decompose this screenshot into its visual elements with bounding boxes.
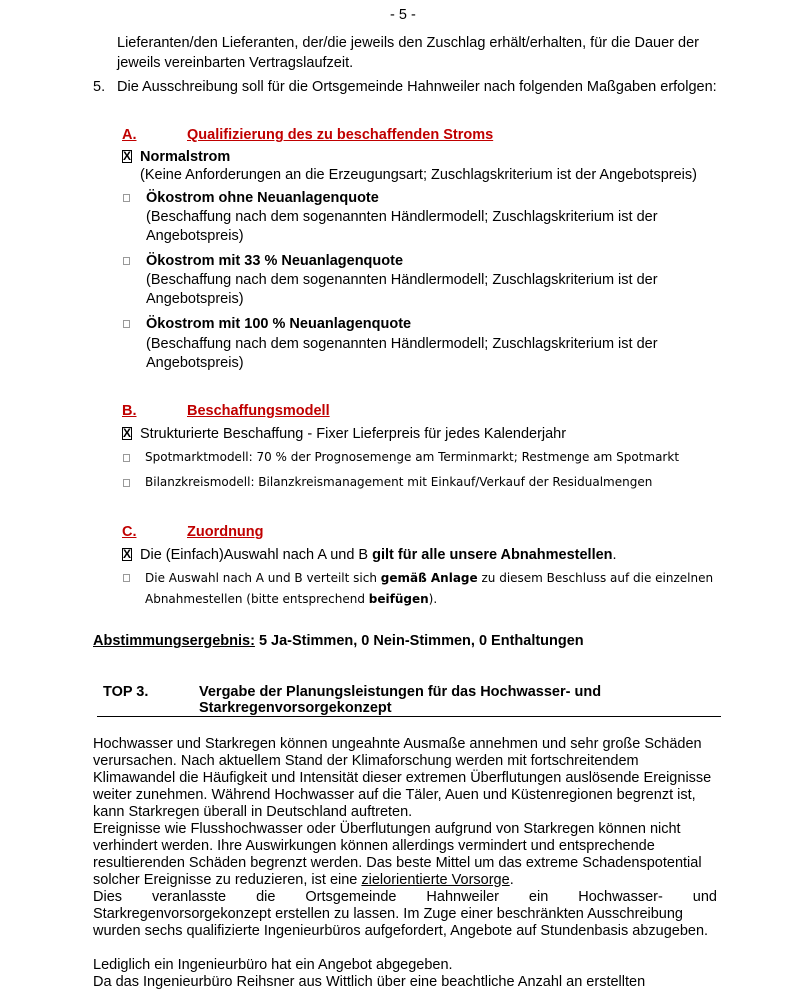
checkbox-einfachauswahl[interactable] xyxy=(122,548,132,561)
option-c2-line-2 xyxy=(145,592,437,607)
intro-line-2: jeweils vereinbarten Vertragslaufzeit. xyxy=(117,55,354,71)
body-line-6: Ereignisse wie Flusshochwasser oder Überflutungen aufgrund von Starkregen können nicht xyxy=(93,821,681,837)
checkbox-oekostrom-33[interactable] xyxy=(123,257,130,265)
checkbox-oekostrom-100[interactable] xyxy=(123,320,130,328)
option-a1-desc: (Keine Anforderungen an die Erzeugungsart; Zuschlagskriterium ist der Angebotspreis) xyxy=(140,167,697,183)
option-c1-bold: gilt für alle unsere Abnahmestellen xyxy=(372,547,613,563)
body-line-13: Lediglich ein Ingenieurbüro hat ein Angebot abgegeben. xyxy=(93,957,453,973)
top3-title-1: Vergabe der Planungsleistungen für das Hochwasser- und xyxy=(199,684,602,700)
word-4: Ortsgemeinde xyxy=(305,889,397,905)
word-1: Dies xyxy=(93,889,123,905)
option-a2-title: Ökostrom ohne Neuanlagenquote xyxy=(146,190,379,206)
body-line-2: verursachen. Nach aktuellem Stand der Klimaforschung werden mit fortschreitendem xyxy=(93,753,639,769)
section-b-letter: B. xyxy=(122,403,137,419)
body-line-3: Klimawandel die Häufigkeit und Intensität dieser extremen Überflutungen auslösende Ereignisse xyxy=(93,770,712,786)
option-c2-bold: gemäß Anlage xyxy=(380,571,478,585)
checkbox-strukturierte[interactable] xyxy=(122,427,132,440)
option-c2-pre: Die Auswahl nach A und B verteilt sich xyxy=(145,571,381,585)
top3-number: TOP 3. xyxy=(103,684,149,700)
page-number: - 5 - xyxy=(390,7,416,23)
option-b3-text: Bilanzkreismodell: Bilanzkreismanagement mit Einkauf/Verkauf der Residualmengen xyxy=(145,475,653,489)
body-line-11: Starkregenvorsorgekonzept erstellen zu lassen. Im Zuge einer beschränkten Ausschreibung xyxy=(93,906,683,922)
body-line-9 xyxy=(93,872,514,889)
vote-result xyxy=(93,633,584,650)
body-line-9-post: . xyxy=(509,872,514,888)
body-line-7: verhindert werden. Ihre Auswirkungen können allerdings vermindert und entsprechende xyxy=(93,838,655,854)
vote-text: 5 Ja-Stimmen, 0 Nein-Stimmen, 0 Enthaltungen xyxy=(254,633,584,649)
body-line-10 xyxy=(93,889,717,906)
option-a1-title: Normalstrom xyxy=(140,149,231,165)
body-line-4: weiter zunehmen. Während Hochwasser auf die Täler, Auen und Küstenregionen begrenzt ist, xyxy=(93,787,696,803)
body-line-12: wurden sechs qualifizierte Ingenieurbüros aufgefordert, Angebote auf Stundenbasis abzugeben. xyxy=(93,923,709,939)
section-c-title: Zuordnung xyxy=(187,524,264,540)
section-b-title: Beschaffungsmodell xyxy=(187,403,330,419)
option-c2-line2-post: ). xyxy=(428,592,438,606)
option-a4-title: Ökostrom mit 100 % Neuanlagenquote xyxy=(146,316,412,332)
word-2: veranlasste xyxy=(151,889,227,905)
word-8: und xyxy=(692,889,717,905)
option-b2-text: Spotmarktmodell: 70 % der Prognosemenge am Terminmarkt; Restmenge am Spotmarkt xyxy=(145,450,680,464)
section-c-letter: C. xyxy=(122,524,137,540)
option-a3-desc-1: (Beschaffung nach dem sogenannten Händlermodell; Zuschlagskriterium ist der xyxy=(146,272,658,288)
top3-title-2: Starkregenvorsorgekonzept xyxy=(199,700,392,716)
body-line-5: kann Starkregen überall in Deutschland auftreten. xyxy=(93,804,413,820)
word-6: ein xyxy=(528,889,549,905)
body-line-9-pre: solcher Ereignisse zu reduzieren, ist eine xyxy=(93,872,362,888)
option-a4-desc-2: Angebotspreis) xyxy=(146,355,244,371)
option-a4-desc-1: (Beschaffung nach dem sogenannten Händlermodell; Zuschlagskriterium ist der xyxy=(146,336,658,352)
checkbox-bilanzkreis[interactable] xyxy=(123,479,130,487)
body-line-9-underlined: zielorientierte Vorsorge xyxy=(361,872,510,888)
body-line-14: Da das Ingenieurbüro Reihsner aus Wittlich über eine beachtliche Anzahl an erstellten xyxy=(93,974,646,990)
option-a2-desc-2: Angebotspreis) xyxy=(146,228,244,244)
item-5-text: Die Ausschreibung soll für die Ortsgemeinde Hahnweiler nach folgenden Maßgaben erfolgen: xyxy=(117,79,717,95)
checkbox-normalstrom[interactable] xyxy=(122,150,132,163)
option-b1-text: Strukturierte Beschaffung - Fixer Lieferpreis für jedes Kalenderjahr xyxy=(140,426,567,442)
top3-underline xyxy=(97,716,721,717)
section-a-title: Qualifizierung des zu beschaffenden Stroms xyxy=(187,127,494,143)
word-3: die xyxy=(256,889,276,905)
option-c1-text xyxy=(140,547,617,564)
section-a-letter: A. xyxy=(122,127,137,143)
word-5: Hahnweiler xyxy=(426,889,499,905)
checkbox-anlage[interactable] xyxy=(123,574,130,582)
option-a2-desc-1: (Beschaffung nach dem sogenannten Händlermodell; Zuschlagskriterium ist der xyxy=(146,209,658,225)
checkbox-oekostrom-ohne[interactable] xyxy=(123,194,130,202)
option-c2-post: zu diesem Beschluss auf die einzelnen xyxy=(477,571,714,585)
vote-label: Abstimmungsergebnis: xyxy=(93,633,255,649)
option-a3-title: Ökostrom mit 33 % Neuanlagenquote xyxy=(146,253,404,269)
intro-line-1: Lieferanten/den Lieferanten, der/die jeweils den Zuschlag erhält/erhalten, für die Dauer der xyxy=(117,35,699,51)
body-line-8: resultierenden Schäden begrenzt werden. Das beste Mittel um das extreme Schadenspotential xyxy=(93,855,702,871)
checkbox-spotmarkt[interactable] xyxy=(123,454,130,462)
item-5-number: 5. xyxy=(93,79,106,95)
option-c2-line2-bold: beifügen xyxy=(368,592,429,606)
option-c1-pre: Die (Einfach)Auswahl nach A und B xyxy=(140,547,373,563)
option-a3-desc-2: Angebotspreis) xyxy=(146,291,244,307)
option-c2-line2-pre: Abnahmestellen (bitte entsprechend xyxy=(145,592,369,606)
option-c1-post: . xyxy=(612,547,617,563)
word-7: Hochwasser- xyxy=(578,889,663,905)
body-line-1: Hochwasser und Starkregen können ungeahnte Ausmaße annehmen und sehr große Schäden xyxy=(93,736,702,752)
option-c2-line-1 xyxy=(145,571,713,586)
